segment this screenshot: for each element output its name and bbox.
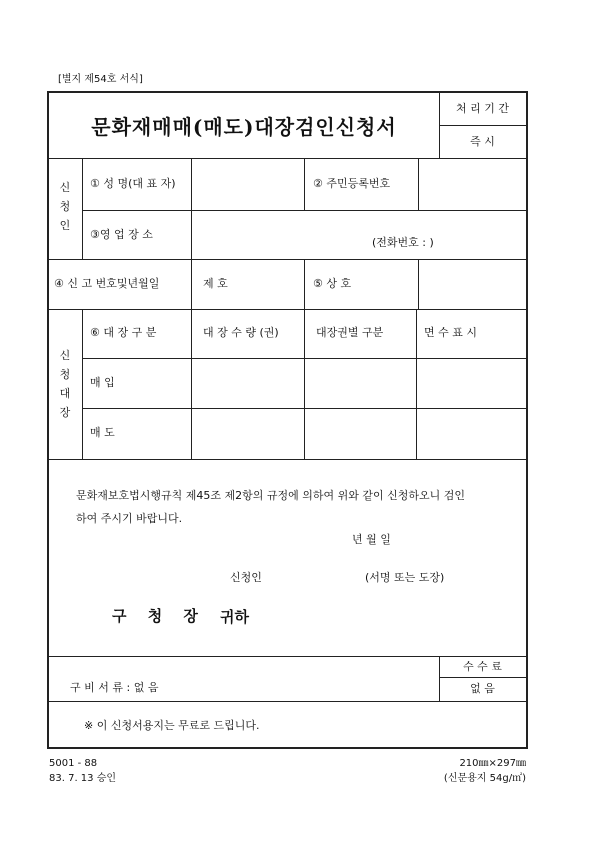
ledger-row-sale-volume[interactable] (309, 426, 413, 442)
applicant-side-label: 신 청 인 (59, 181, 71, 232)
statement-line-1: 문화재보호법시행규칙 제45조 제2항의 규정에 의하여 위와 같이 신청하오니 검인 (76, 489, 465, 502)
ledger-row-purchase-pages[interactable] (421, 376, 521, 392)
fee-label: 수 수 료 (463, 660, 502, 673)
approval-date: 83. 7. 13 승인 (49, 773, 117, 784)
form-title: 문화재매매(매도)대장검인신청서 (91, 115, 397, 139)
ledger-side-label: 신 청 대 장 (59, 349, 71, 419)
ledger-header-pages: 면 수 표 시 (424, 326, 477, 339)
ledger-row-sale-quantity[interactable] (196, 426, 300, 442)
ledger-row-purchase-label: 매 입 (90, 376, 115, 389)
ledger-row-purchase-volume[interactable] (309, 376, 413, 392)
free-form-note: ※ 이 신청서용지는 무료로 드립니다. (84, 719, 260, 732)
ledger-header-type: ⑥ 대 장 구 분 (90, 326, 157, 339)
form-number-label: [별지 제54호 서식] (58, 74, 143, 85)
report-number-field[interactable]: 제 호 (203, 277, 228, 290)
ledger-row-sale-pages[interactable] (421, 426, 521, 442)
processing-period-value: 즉 시 (470, 135, 495, 148)
application-date[interactable]: 년 월 일 (352, 533, 391, 546)
phone-number-label: (전화번호 : ) (372, 236, 434, 249)
report-number-label: ④ 신 고 번호및년월일 (54, 277, 160, 290)
name-label: ① 성 명(대 표 자) (90, 177, 176, 190)
signature-or-seal[interactable]: (서명 또는 도장) (365, 571, 445, 584)
addressee-suffix: 귀하 (220, 608, 249, 626)
fee-value: 없 음 (470, 682, 495, 695)
required-documents: 구 비 서 류 : 없 음 (70, 681, 159, 694)
paper-size: 210㎜×297㎜ (459, 758, 526, 769)
form-code: 5001 - 88 (49, 758, 98, 769)
ledger-header-quantity: 대 장 수 량 (권) (203, 326, 279, 339)
registration-number-field[interactable] (422, 177, 522, 193)
statement-line-2: 하여 주시기 바랍니다. (76, 512, 183, 525)
applicant-signature-label: 신청인 (230, 571, 262, 584)
processing-period-label: 처 리 기 간 (456, 102, 509, 115)
ledger-header-volume: 대장권별 구분 (316, 326, 384, 339)
name-field[interactable] (196, 177, 300, 193)
registration-number-label: ② 주민등록번호 (313, 177, 391, 190)
trade-name-label: ⑤ 상 호 (313, 277, 352, 290)
addressee: 구 청 장 (112, 607, 206, 625)
ledger-row-purchase-quantity[interactable] (196, 376, 300, 392)
paper-type: (신문용지 54g/㎡) (443, 773, 526, 784)
ledger-row-sale-label: 매 도 (90, 426, 115, 439)
business-place-label: ③영 업 장 소 (90, 228, 153, 241)
